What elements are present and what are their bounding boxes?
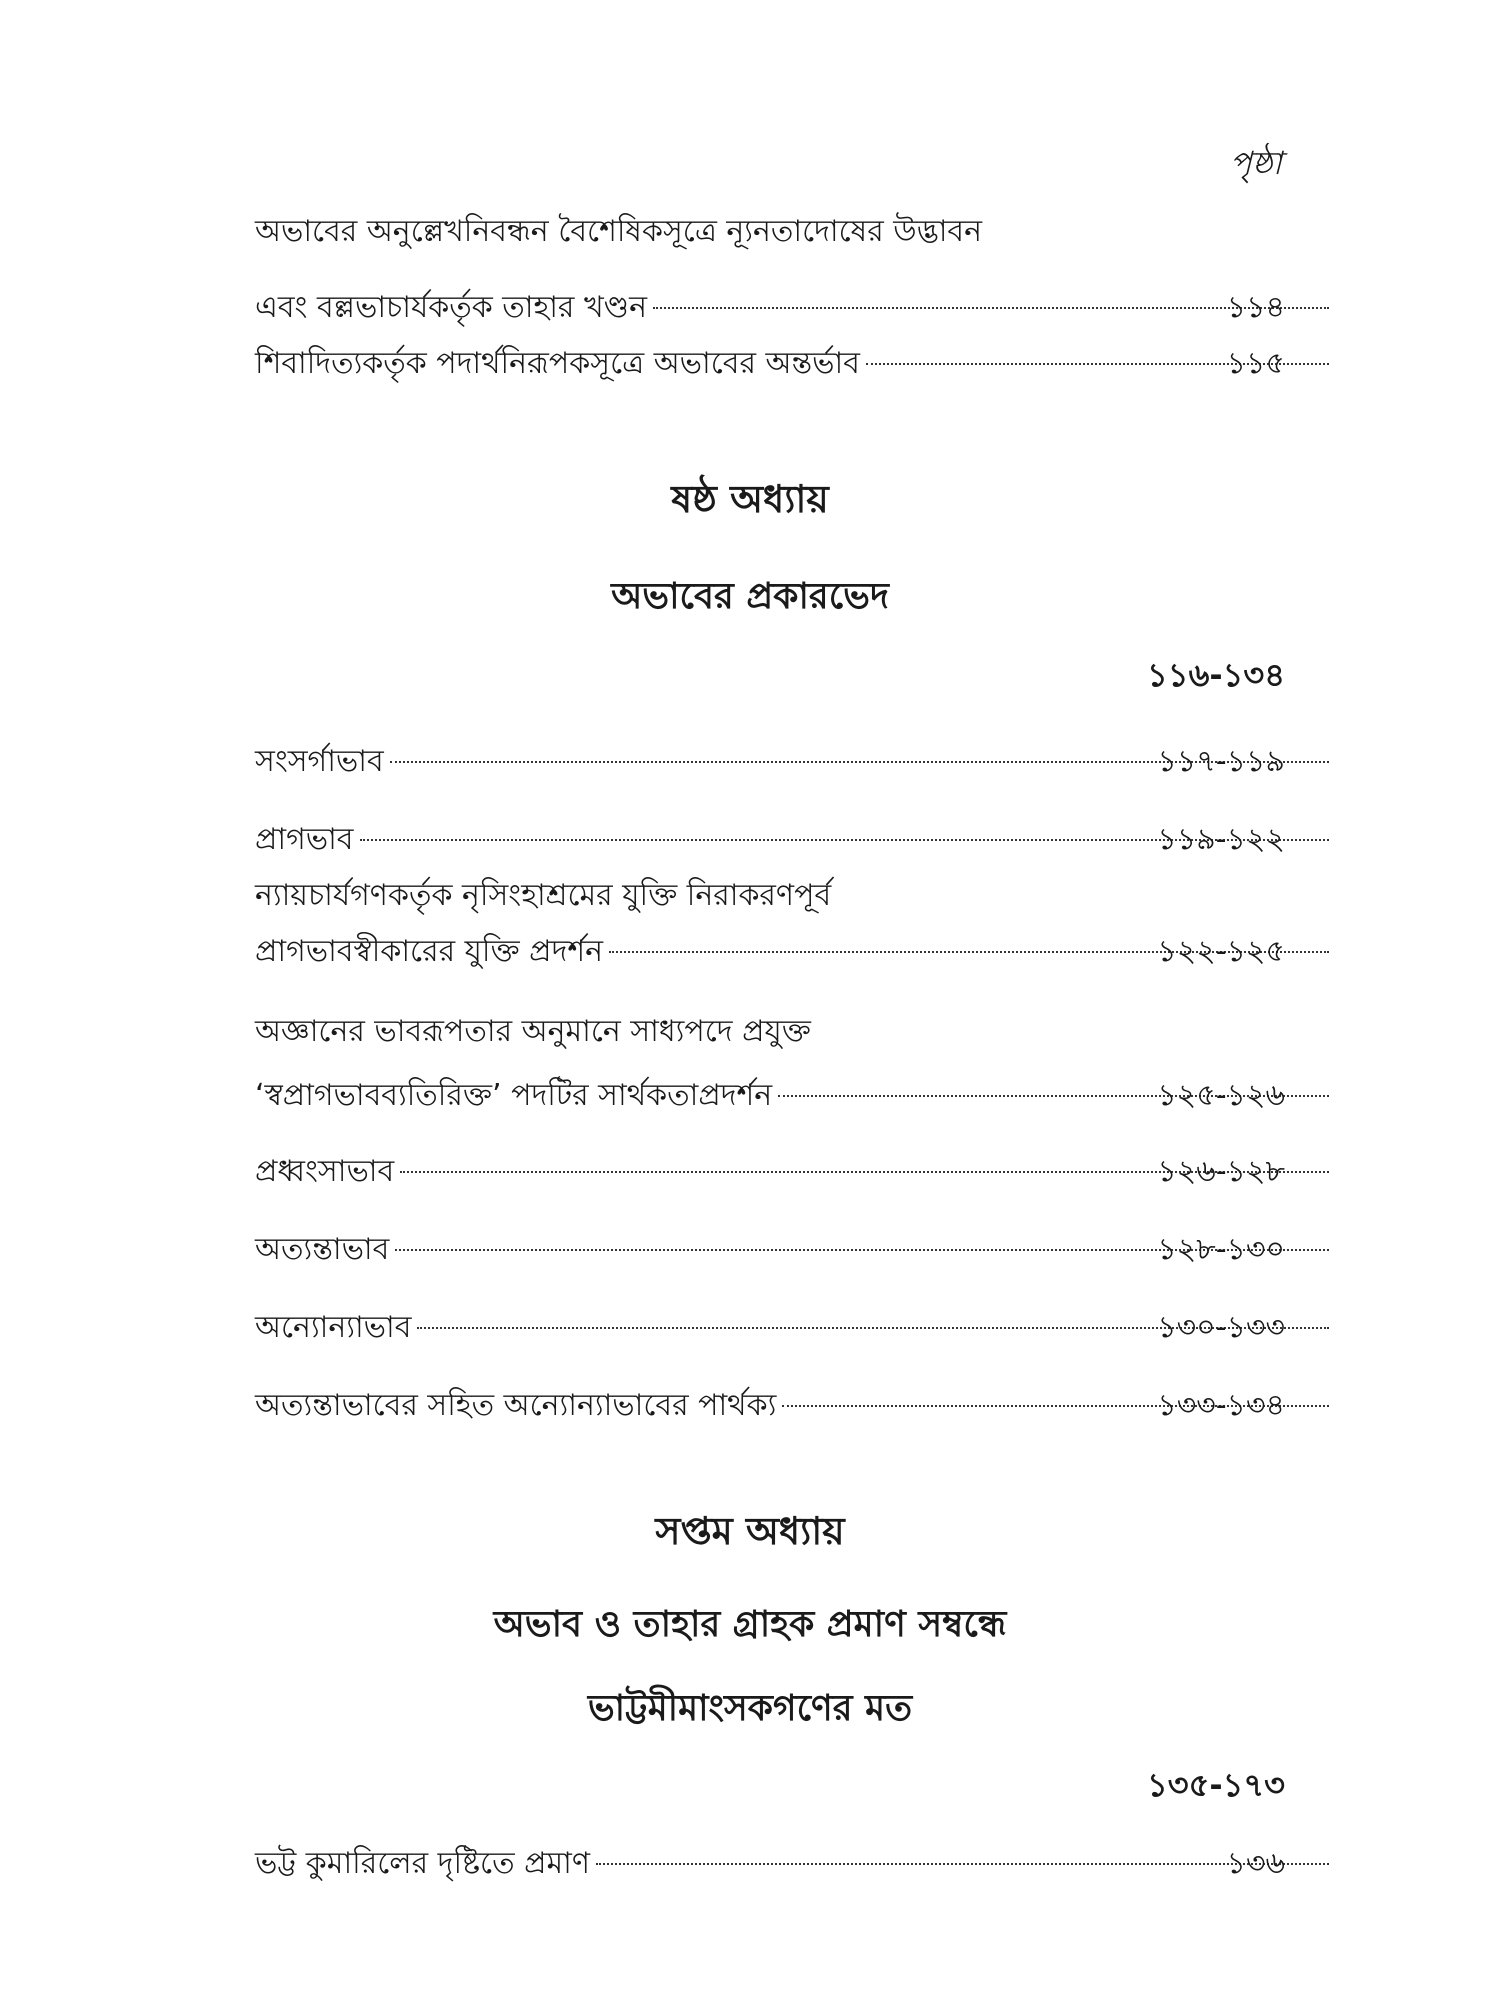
toc-entry <box>255 342 1285 386</box>
toc-entry-page: ১৩০-১৩৩ <box>1157 1310 1285 1345</box>
toc-entry <box>255 1842 1285 1886</box>
toc-entry <box>255 1228 1285 1272</box>
chapter-subtitle: অভাব ও তাহার গ্রাহক প্রমাণ সম্বন্ধে <box>493 1604 1007 1645</box>
toc-entry-text: শিবাদিত্যকর্তৃক পদার্থনিরূপকসূত্রে অভাবের অন্তর্ভাব <box>255 346 860 381</box>
toc-entry-text: ন্যায়চার্যগণকর্তৃক নৃসিংহাশ্রমের যুক্তি নিরাকরণপূর্ব <box>255 878 832 913</box>
toc-entry <box>255 1150 1285 1194</box>
toc-entry-page: ১১৯-১২২ <box>1157 822 1285 857</box>
toc-entry-text: সংসর্গাভাব <box>255 744 384 779</box>
toc-entry-page: ১২২-১২৫ <box>1157 934 1285 969</box>
toc-entry <box>255 818 1285 862</box>
leader-dots <box>596 1863 1329 1865</box>
toc-entry-page: ১২৮-১৩০ <box>1157 1232 1285 1267</box>
toc-entry-text: ভট্ট কুমারিলের দৃষ্টিতে প্রমাণ <box>255 1846 591 1881</box>
page-label: পৃষ্ঠা <box>1230 144 1282 182</box>
chapter-subtitle: ভাট্টমীমাংসকগণের মত <box>587 1688 913 1729</box>
toc-entry-page: ১৩৩-১৩৪ <box>1157 1388 1285 1423</box>
toc-entry-page: ১১৫ <box>1226 346 1285 381</box>
toc-entry-page: ১৩৬ <box>1226 1846 1285 1881</box>
toc-entry-text: অজ্ঞানের ভাবরূপতার অনুমানে সাধ্যপদে প্রযুক্ত <box>255 1014 811 1049</box>
chapter-title: ষষ্ঠ অধ্যায় <box>671 477 829 521</box>
toc-entry <box>255 1384 1285 1428</box>
toc-entry-text: প্রধ্বংসাভাব <box>255 1154 395 1189</box>
toc-entry-text: অভাবের অনুল্লেখনিবন্ধন বৈশেষিকসূত্রে ন্যূনতাদোষের উদ্ভাবন <box>255 214 983 249</box>
toc-entry <box>255 210 1285 330</box>
toc-entry-text: অত্যন্তাভাবের সহিত অন্যোন্যাভাবের পার্থক্য <box>255 1388 777 1423</box>
toc-entry-page: ১১৪ <box>1226 290 1285 325</box>
toc-entry-text: অন্যোন্যাভাব <box>255 1310 412 1345</box>
chapter-page-range: ১১৬-১৩৪ <box>1147 656 1285 694</box>
chapter-title: সপ্তম অধ্যায় <box>655 1509 845 1553</box>
toc-entry-text: প্রাগভাব <box>255 822 354 857</box>
toc-entry-page: ১২৫-১২৬ <box>1157 1078 1285 1113</box>
toc-entry-text: অত্যন্তাভাব <box>255 1232 390 1267</box>
toc-entry-page: ১১৭-১১৯ <box>1157 744 1285 779</box>
chapter-page-range: ১৩৫-১৭৩ <box>1147 1766 1285 1804</box>
toc-entry-text: ‘স্বপ্রাগভাবব্যতিরিক্ত’ পদটির সার্থকতাপ্রদর্শন <box>255 1078 773 1113</box>
toc-entry <box>255 874 1285 974</box>
toc-entry <box>255 740 1285 784</box>
toc-entry-text: প্রাগভাবস্বীকারের যুক্তি প্রদর্শন <box>255 934 603 969</box>
toc-entry <box>255 1306 1285 1350</box>
toc-entry-text: এবং বল্লভাচার্যকর্তৃক তাহার খণ্ডন <box>255 290 648 325</box>
toc-entry-page: ১২৬-১২৮ <box>1157 1154 1285 1189</box>
chapter-subtitle: অভাবের প্রকারভেদ <box>611 576 889 617</box>
toc-entry <box>255 1010 1285 1118</box>
